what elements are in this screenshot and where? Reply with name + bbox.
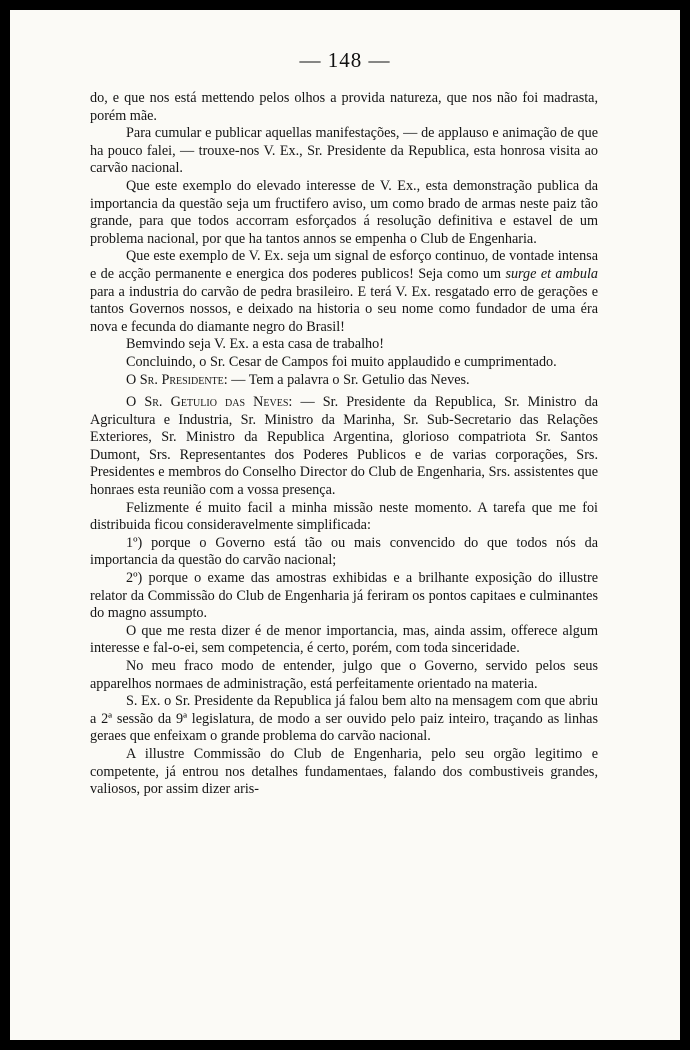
paragraph: Que este exemplo do elevado interesse de V. Ex., esta demonstração publica da importancia da questão seja um fructifero aviso, um como brado de armas neste paiz tão grande, para que todos accorram esforçados á resolução definitiva e estavel de um problema nacional, por que ha tantos annos se empenha o Club de Engenharia. <box>90 177 598 247</box>
paragraph-text: para a industria do carvão de pedra brasileiro. E terá V. Ex. resgatado erro de gerações e tantos Governos nossos, e deixado na historia o seu nome como fundador de uma éra nova e fecunda do diamante negro do Brasil! <box>90 283 598 335</box>
list-item: 2º) porque o exame das amostras exhibidas e a brilhante exposição do illustre relator da Commissão do Club de Engenharia já feriram os pontos capitaes e culminantes do magno assumpto. <box>90 570 598 622</box>
speech-text: — Tem a palavra o Sr. Getulio das Neves. <box>231 371 470 388</box>
paragraph: No meu fraco modo de entender, julgo que o Governo, servido pelos seus apparelhos normaes de administração, está perfeitamente orientado na materia. <box>90 658 598 692</box>
paragraph: A illustre Commissão do Club de Engenharia, pelo seu orgão legitimo e competente, já entrou nos detalhes fundamentaes, falando dos combustiveis grandes, valiosos, por assim dizer aris- <box>90 745 598 798</box>
paragraph: Felizmente é muito facil a minha missão neste momento. A tarefa que me foi distribuida ficou consideravelmente simplificada: <box>90 499 598 534</box>
paragraph: S. Ex. o Sr. Presidente da Republica já falou bem alto na mensagem com que abriu a 2ª sessão da 9ª legislatura, de modo a ser ouvido pelo paiz inteiro, traçando as linhas geraes que enfeixam o grande problema do carvão nacional. <box>90 693 598 745</box>
list-item: 1º) porque o Governo está tão ou mais convencido do que todos nós da importancia da questão do carvão nacional; <box>90 534 598 569</box>
speech-text: — Sr. Presidente da Republica, Sr. Ministro da Agricultura e Industria, Sr. Ministro da Marinha, Sr. Sub-Secretario das Relações Exteriores, Sr. Ministro da Republica Argentina, glorioso compatriota Sr. Santos Dumont, Srs. Representantes dos Poderes Publicos e de varias corporações, Srs. Presidentes e membros do Conselho Director do Club de Engenharia, Srs. assistentes que honraes esta reunião com a vossa presença. <box>90 394 599 499</box>
paragraph: O que me resta dizer é de menor importancia, mas, ainda assim, offerece algum interesse e fal-o-ei, sem competencia, é certo, porém, com toda sinceridade. <box>90 622 598 657</box>
paragraph-text: Que este exemplo de V. Ex. seja um signal de esforço continuo, de vontade intensa e de acção permanente e energica dos poderes publicos! Seja como um <box>90 248 598 282</box>
body-text <box>90 90 598 799</box>
page-number: — 148 — <box>299 48 391 72</box>
book-page <box>10 10 680 1040</box>
speech-intro <box>90 394 598 500</box>
paragraph: Para cumular e publicar aquellas manifestações, — de applauso e animação de que ha pouco falei, — trouxe-nos V. Ex., Sr. Presidente da Republica, esta honrosa visita ao carvão nacional. <box>90 125 598 177</box>
paragraph-continued: do, e que nos está mettendo pelos olhos a provida natureza, que nos não foi madrasta, porém mãe. <box>90 90 598 124</box>
paragraph: Bemvindo seja V. Ex. a esta casa de trabalho! <box>126 336 384 353</box>
speech-intro <box>90 372 598 390</box>
speaker-name: O Sr. Presidente: <box>126 371 228 388</box>
paragraph <box>90 248 598 336</box>
speaker-name: O Sr. Getulio das Neves: <box>126 394 293 411</box>
paragraph: Concluindo, o Sr. Cesar de Campos foi muito applaudido e cumprimentado. <box>126 353 557 370</box>
latin-phrase: surge et ambula <box>505 265 598 282</box>
